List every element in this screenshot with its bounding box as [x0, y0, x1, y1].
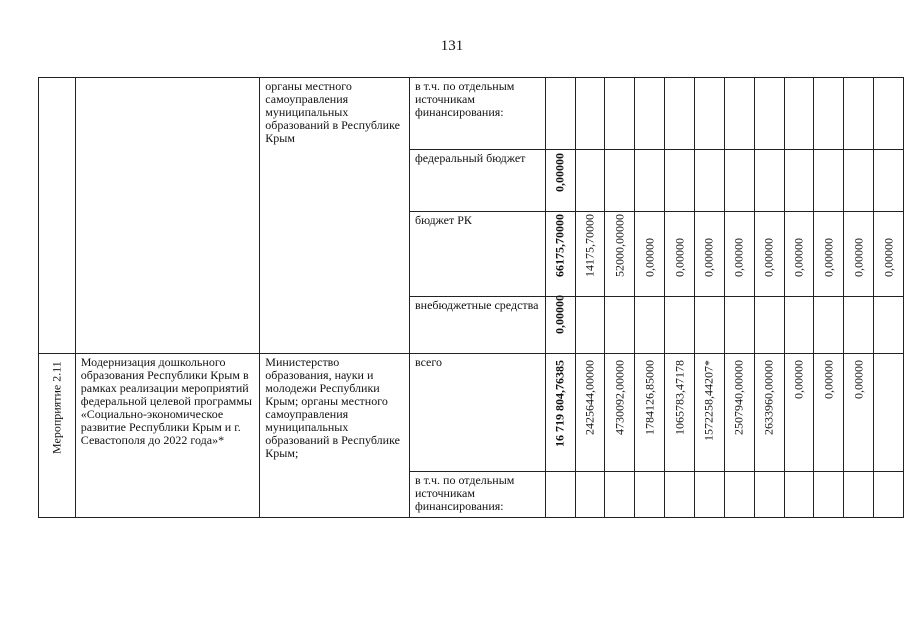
year-cell: [784, 297, 814, 354]
year-cell: [784, 78, 814, 150]
year-cell: [605, 150, 635, 212]
year-cell: [814, 472, 844, 518]
source-text: бюджет РК: [414, 213, 472, 227]
year-cell: [754, 354, 784, 472]
year-cell: [665, 78, 695, 150]
year-cell: [605, 297, 635, 354]
year-cell: [665, 472, 695, 518]
year-value: 0,00000: [761, 238, 776, 277]
year-value: 0,00000: [672, 238, 687, 277]
year-cell: [814, 150, 844, 212]
year-value: 0,00000: [791, 360, 806, 399]
year-cell: [665, 354, 695, 472]
year-cell: [784, 472, 814, 518]
year-cell: [665, 297, 695, 354]
year-cell: [724, 78, 754, 150]
year-cell: [754, 472, 784, 518]
year-cell: [754, 297, 784, 354]
year-cell: [814, 212, 844, 297]
year-cell: [784, 354, 814, 472]
year-cell: [695, 150, 725, 212]
year-cell: [814, 354, 844, 472]
year-cell: [874, 150, 904, 212]
year-cell: [784, 150, 814, 212]
measure-label-cell-empty: [39, 78, 76, 354]
year-cell: [844, 78, 874, 150]
year-cell: [665, 212, 695, 297]
executor-text: органы местного самоуправления муниципальных образований в Республике Крым: [265, 79, 400, 145]
year-cell: [695, 472, 725, 518]
year-cell: [635, 78, 665, 150]
table-row: [39, 78, 904, 150]
year-value: 0,00000: [851, 238, 866, 277]
year-value: 0,00000: [821, 238, 836, 277]
year-value: 1784126,85000: [642, 360, 657, 435]
source-cell: [409, 78, 545, 150]
source-text: в т.ч. по отдельным источникам финансирования:: [414, 79, 515, 119]
total-cell: [545, 472, 575, 518]
year-value: 2633960,00000: [761, 360, 776, 435]
year-cell: [844, 472, 874, 518]
year-value: 2507940,00000: [731, 360, 746, 435]
year-cell: [695, 297, 725, 354]
year-cell: [665, 150, 695, 212]
year-cell: [575, 212, 605, 297]
executor-cell: [260, 78, 410, 354]
executor-text: Министерство образования, науки и молодежи Республики Крым; органы местного самоуправления муниципальных образований в Республике Крым;: [265, 355, 400, 460]
year-value: 0,00000: [821, 360, 836, 399]
total-value: 0,00000: [552, 295, 567, 334]
source-text: всего: [414, 355, 443, 369]
year-cell: [724, 354, 754, 472]
page-number: 131: [440, 38, 464, 54]
year-cell: [874, 212, 904, 297]
year-value: 0,00000: [791, 238, 806, 277]
total-cell: [545, 212, 575, 297]
source-cell: [409, 297, 545, 354]
year-cell: [695, 78, 725, 150]
year-cell: [754, 78, 784, 150]
year-value: 2425644,00000: [582, 360, 597, 435]
year-cell: [605, 472, 635, 518]
measure-label-cell: [39, 354, 76, 518]
year-cell: [575, 150, 605, 212]
year-cell: [874, 78, 904, 150]
total-cell: [545, 78, 575, 150]
table-row: [39, 354, 904, 472]
year-cell: [605, 212, 635, 297]
year-cell: [874, 297, 904, 354]
year-cell: [575, 297, 605, 354]
year-cell: [844, 212, 874, 297]
source-cell: [409, 212, 545, 297]
year-cell: [695, 212, 725, 297]
year-cell: [575, 78, 605, 150]
year-cell: [814, 78, 844, 150]
year-cell: [754, 212, 784, 297]
year-cell: [724, 212, 754, 297]
year-cell: [844, 150, 874, 212]
source-cell: [409, 472, 545, 518]
source-cell: [409, 354, 545, 472]
total-cell: [545, 354, 575, 472]
year-value: 0,00000: [881, 238, 896, 277]
year-cell: [605, 78, 635, 150]
measure-label: Мероприятие 2.11: [49, 361, 64, 454]
year-cell: [844, 297, 874, 354]
source-cell: [409, 150, 545, 212]
year-cell: [635, 354, 665, 472]
source-text: внебюджетные средства: [414, 298, 539, 312]
year-cell: [724, 297, 754, 354]
year-cell: [874, 472, 904, 518]
year-cell: [635, 212, 665, 297]
source-text: в т.ч. по отдельным источникам финансирования:: [414, 473, 515, 513]
year-value: 0,00000: [851, 360, 866, 399]
measure-name: Модернизация дошкольного образования Республики Крым в рамках реализации мероприятий федеральной целевой программы «Социально-экономическое развитие Республики Крым и г. Севастополя до 2022 года»*: [80, 355, 252, 447]
year-cell: [575, 354, 605, 472]
year-value: 14175,70000: [582, 214, 597, 277]
source-text: федеральный бюджет: [414, 151, 526, 165]
year-cell: [605, 354, 635, 472]
total-cell: [545, 297, 575, 354]
year-cell: [695, 354, 725, 472]
total-value: 16 719 804,76385: [552, 360, 567, 447]
year-cell: [784, 212, 814, 297]
measure-name-cell: [75, 354, 259, 518]
budget-table: [38, 77, 904, 518]
year-cell: [754, 150, 784, 212]
year-cell: [635, 472, 665, 518]
year-cell: [874, 354, 904, 472]
year-value: 52000,00000: [612, 214, 627, 277]
total-value: 66175,70000: [552, 214, 567, 277]
executor-cell: [260, 354, 410, 518]
total-value: 0,00000: [552, 153, 567, 192]
total-cell: [545, 150, 575, 212]
year-value: 0,00000: [642, 238, 657, 277]
year-cell: [635, 297, 665, 354]
year-cell: [724, 150, 754, 212]
year-value: 0,00000: [731, 238, 746, 277]
year-value: 1065783,47178: [672, 360, 687, 435]
year-cell: [724, 472, 754, 518]
year-value: 1572258,44207*: [701, 360, 716, 441]
year-value: 0,00000: [701, 238, 716, 277]
year-value: 4730092,00000: [612, 360, 627, 435]
year-cell: [814, 297, 844, 354]
year-cell: [844, 354, 874, 472]
measure-name-cell-empty: [75, 78, 259, 354]
year-cell: [575, 472, 605, 518]
year-cell: [635, 150, 665, 212]
